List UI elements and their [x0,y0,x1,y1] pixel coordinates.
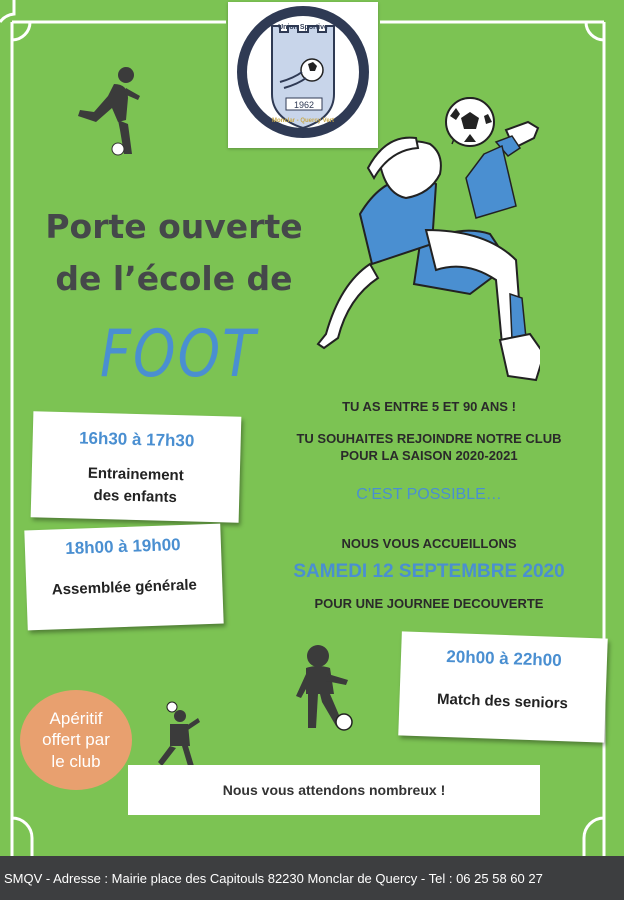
soccer-ball-icon [444,96,496,148]
event-label [31,461,240,510]
info-discovery: POUR UNE JOURNEE DECOUVERTE [314,596,544,611]
club-name: Union Sportive [278,24,328,31]
event-label-line-1: Entrainement [87,464,184,485]
info-welcome: NOUS VOUS ACCUEILLONS [341,536,517,551]
info-age: TU AS ENTRE 5 ET 90 ANS ! [342,399,516,414]
aperitif-line-3: le club [51,751,101,771]
event-card-match [398,631,608,742]
title-line-1: Porte ouverte [45,207,303,246]
event-label: Match des seniors [436,690,569,713]
info-possible: C’EST POSSIBLE… [356,486,502,503]
info-join [262,431,596,465]
footer-bar [0,856,624,900]
title-line-2: de l’école de [55,259,293,298]
info-join-line-1: TU SOUHAITES REJOINDRE NOTRE CLUB [296,431,562,446]
aperitif-badge [20,690,132,790]
aperitif-line-1: Apéritif [49,709,103,729]
event-label-line-2: des enfants [93,486,178,507]
closing-message: Nous vous attendons nombreux ! [128,765,540,815]
juggling-player-silhouette-icon [150,700,200,770]
info-date: SAMEDI 12 SEPTEMBRE 2020 [293,561,565,582]
club-year: 1962 [293,100,315,110]
event-time: 16h30 à 17h30 [78,428,195,451]
info-join-line-2: POUR LA SAISON 2020-2021 [340,447,518,463]
event-card-training [31,411,242,522]
event-label: Assemblée générale [51,576,198,599]
aperitif-line-2: offert par [42,730,110,750]
title-foot: FOOT [100,316,258,392]
event-card-assembly [24,524,223,631]
event-time: 18h00 à 19h00 [64,535,181,559]
aperitif-text [31,708,121,772]
child-player-silhouette-icon [290,644,360,734]
club-place: Monclar - Quercy Vert [271,118,335,124]
bicycle-kick-player-illustration [300,94,540,394]
event-time: 20h00 à 22h00 [446,647,562,671]
kicking-player-silhouette-icon [74,66,154,161]
footer-address: SMQV - Adresse : Mairie place des Capitouls 82230 Monclar de Quercy - Tel : 06 25 58 60 27 [4,870,543,886]
